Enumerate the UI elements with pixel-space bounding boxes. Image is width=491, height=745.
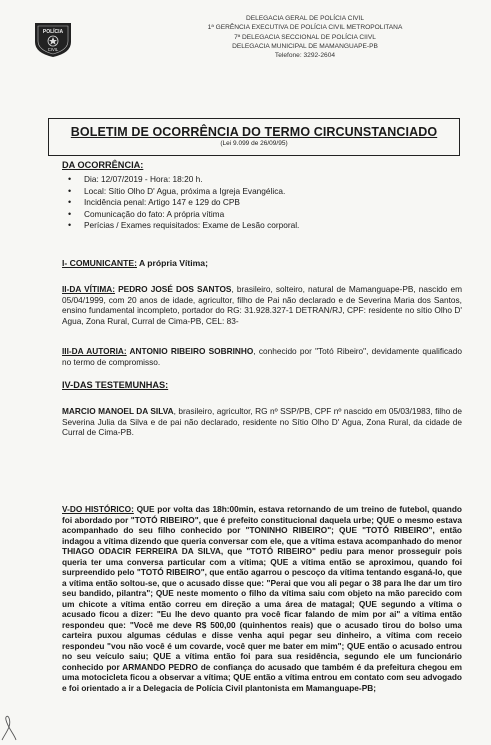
header-line: 1ª GERÊNCIA EXECUTIVA DE POLÍCIA CIVIL METROPOLITANA [207,24,403,32]
testemunha-name: MARCIO MANOEL DA SILVA [62,406,174,416]
police-badge-logo [32,20,74,58]
testemunhas-paragraph [62,406,462,438]
document-subtitle: (Lei 9.099 de 26/09/95) [220,140,288,147]
signature-mark [0,712,18,742]
document-title-box [48,118,460,156]
header-line: DELEGACIA GERAL DE POLÍCIA CIVIL [245,15,365,22]
testemunhas-heading: IV-DAS TESTEMUNHAS: [62,380,169,390]
ocorrencia-item: • Incidência penal: Artigo 147 e 129 do CPB [68,197,299,209]
ocorrencia-item: • Comunicação do fato: A própria vítima [68,209,299,221]
vitima-paragraph [62,284,462,326]
autoria-label: III-DA AUTORIA: [62,346,127,356]
vitima-text: , brasileiro, solteiro, natural de Mamanguape-PB, nascido em 05/04/1999, com 20 anos de idade, agricultor, filho de Pai não declarado e de Severina Maria dos Santos, ensino fundamental incompleto, portador do RG: 31.928.327-1 DETRAN/RJ, CPF: residente no sítio Olho D' Agua, Zona Rural, Curral de Cima-PB, CEL: 83- [62,284,463,326]
document-title: BOLETIM DE OCORRÊNCIA DO TERMO CIRCUNSTANCIADO [70,125,438,139]
ocorrencia-heading: DA OCORRÊNCIA: [62,160,144,170]
historico-paragraph [62,504,462,693]
autoria-text: , conhecido por "Totó Ribeiro", devidamente qualificado no termo de compromisso. [62,346,463,367]
comunicante-line [62,258,462,268]
header-line: 7ª DELEGACIA SECCIONAL DE POLÍCIA CIIVL [234,33,376,41]
comunicante-label: I- COMUNICANTE: [62,258,137,268]
badge-bottom-text: CIVIL [47,47,59,52]
ocorrencia-item: • Perícias / Exames requisitados: Exame de Lesão corporal. [68,220,299,232]
ocorrencia-list [68,174,299,232]
header-phone: Telefone: 3292-2604 [274,52,336,60]
historico-text: QUE por volta das 18h:00min, estava retornando de um treino de futebol, quando foi abordado por "TOTÓ RIBEIRO", que é prefeito constitucional daquela urbe; QUE o mesmo estava acompanhado do seu filho conhecido por "TONINHO RIBEIRO"; QUE "TOTÓ RIBEIRO", então indagou a vítima dizendo que queria conversar com ele, que a vítima estava acompanhado do menor THIAGO ODACIR FERREIRA DA SILVA, que "TOTÓ RIBEIRO" pediu para menor prosseguir pois queria ter uma conversa particular com a vítima; QUE a vítima então se aproximou, quando foi surpreendido pelo "TOTÓ RIBEIRO", que então agarrou o pescoço da vítima tentando esganá-lo, que a vítima então soltou-se, que o acusado disse que: "Perai que vou ali pegar o 38 para lhe dar um tiro seu bandido, pilantra"; QUE neste momento o filho da vítima saiu com objeto na mão parecido com um chicote a vítima então correu em direção a uma área de matagal; QUE segundo a vítima o acusado ficou a dizer: "Eu lhe devo quanto pra você ficar falando de mim por ai" a vítima então respondeu que: "Você me deve R$ 500,00 (quinhentos reais) que o acusado tirou do bolso uma carteira puxou algumas cédulas e disse venha aqui pegar seu dinheiro, a vítima com receio respondeu "vou não você é um covarde, você quer me bater em mim"; QUE então o acusado entrou no seu veículo saiu; QUE a vítima então foi para sua residência, segundo ele um funcionário conhecido por ARMANDO PEDRO de confiança do acusado que também é da prefeitura chegou em uma motocicleta ficou a observar a vítima; QUE então a vítima entrou em contato com seu advogado e foi orientado a ir a Delegacia de Polícia Civil plantonista em Mamanguape-PB; [62,504,462,693]
autoria-name: ANTONIO RIBEIRO SOBRINHO [126,346,254,356]
institution-header [140,14,470,60]
badge-top-text: POLÍCIA [42,29,64,35]
testemunha-text: , brasileiro, agricultor, RG nº SSP/PB, CPF nº nascido em 05/03/1983, filho de Severina Julia da Silva e de pai não declarado, residente no Sítio Olho D' Agua, Zona Rural, da cidade de Curral de Cima-PB. [62,406,462,438]
ocorrencia-item: • Local: Sítio Olho D' Agua, próxima a Igreja Evangélica. [68,186,299,198]
vitima-label: II-DA VÍTIMA: [62,284,116,294]
autoria-paragraph [62,346,462,367]
header-line: DELEGACIA MUNICIPAL DE MAMANGUAPE-PB [232,42,378,50]
ocorrencia-item: • Dia: 12/07/2019 - Hora: 18:20 h. [68,174,299,186]
comunicante-value: A própria Vítima; [136,258,208,268]
vitima-name: PEDRO JOSÉ DOS SANTOS [115,284,232,294]
historico-label: V-DO HISTÓRICO: [62,504,134,514]
